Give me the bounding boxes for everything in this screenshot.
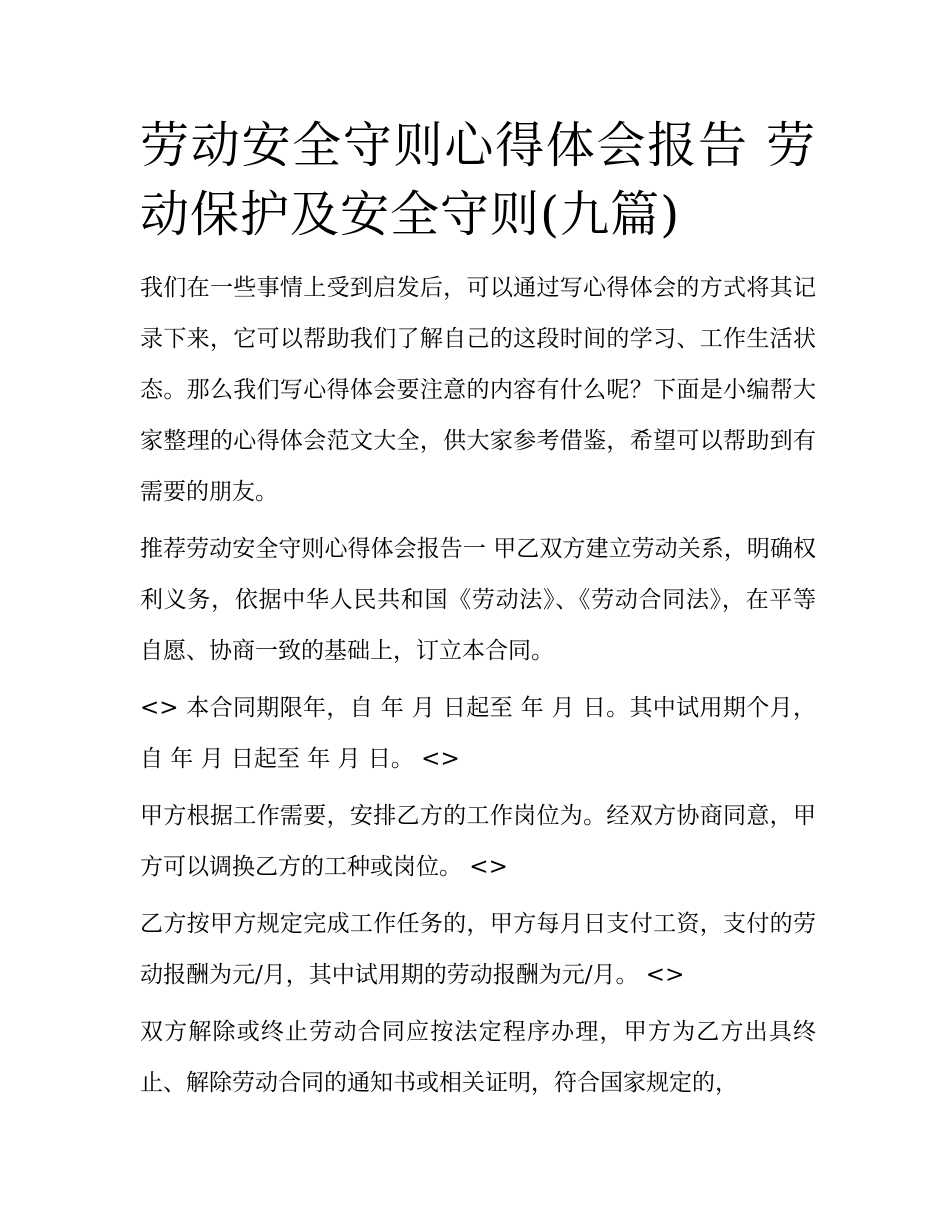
- paragraph-contract-term: <> 本合同期限年，自 年 月 日起至 年 月 日。其中试用期个月，自 年 月 日起至 年 月 日。 <>: [140, 695, 816, 773]
- paragraph-job-position: 甲方根据工作需要，安排乙方的工作岗位为。经双方协商同意，甲方可以调换乙方的工种或岗位。 <>: [140, 803, 816, 881]
- paragraph-remuneration: 乙方按甲方规定完成工作任务的，甲方每月日支付工资，支付的劳动报酬为元/月，其中试用期的劳动报酬为元/月。 <>: [140, 911, 816, 989]
- paragraph-termination: 双方解除或终止劳动合同应按法定程序办理，甲方为乙方出具终止、解除劳动合同的通知书或相关证明，符合国家规定的，: [140, 1019, 816, 1097]
- paragraph-intro: 我们在一些事情上受到启发后，可以通过写心得体会的方式将其记录下来，它可以帮助我们了解自己的这段时间的学习、工作生活状态。那么我们写心得体会要注意的内容有什么呢？下面是小编帮大家整理的心得体会范文大全，供大家参考借鉴，希望可以帮助到有需要的朋友。: [140, 275, 816, 506]
- paragraph-recommendation: 推荐劳动安全守则心得体会报告一 甲乙双方建立劳动关系，明确权利义务，依据中华人民共和国《劳动法》、《劳动合同法》，在平等自愿、协商一致的基础上，订立本合同。: [140, 536, 816, 665]
- document-title: 劳动安全守则心得体会报告 劳动保护及安全守则(九篇): [140, 117, 816, 243]
- document-body: [140, 112, 816, 1115]
